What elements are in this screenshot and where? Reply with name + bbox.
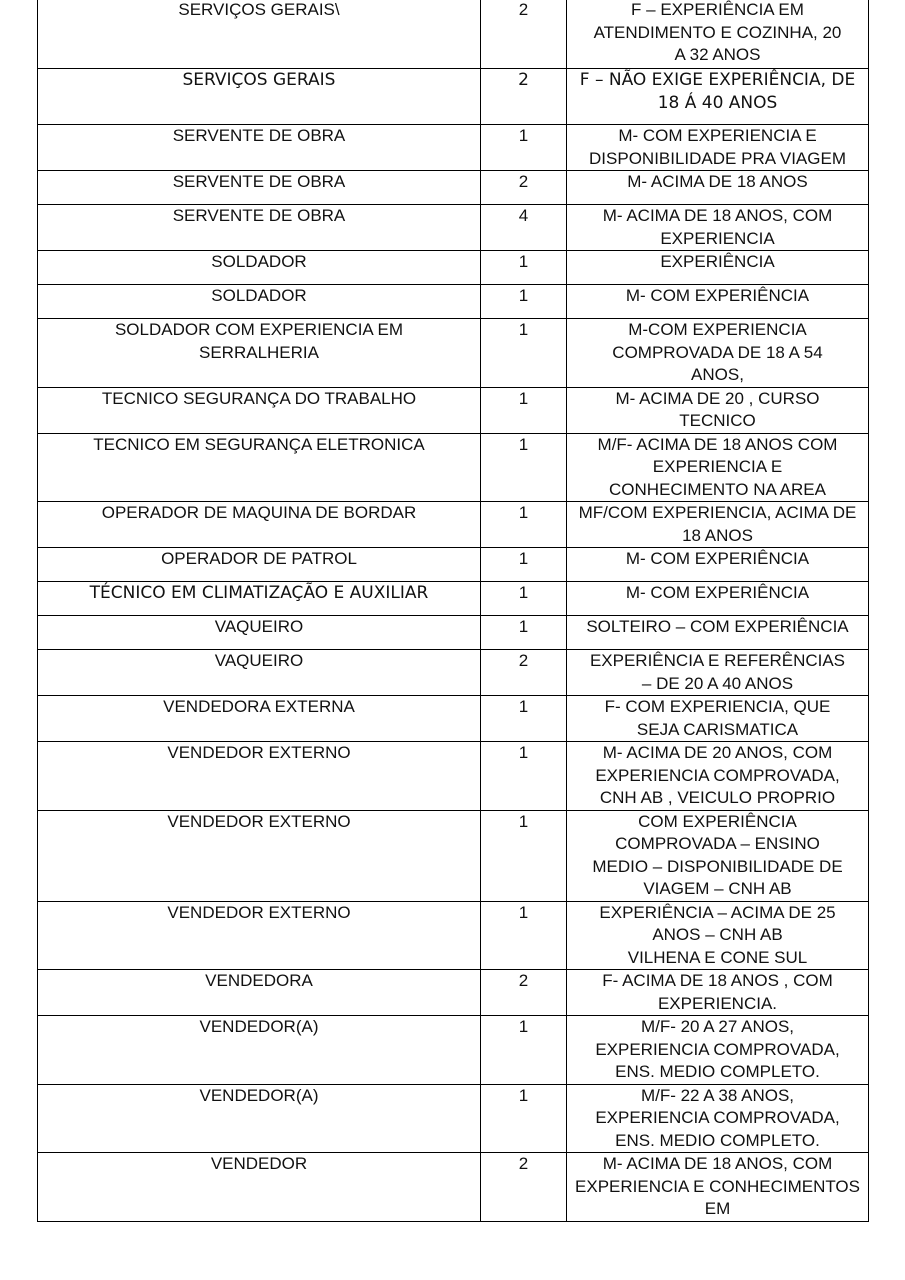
job-requirements: M- COM EXPERIÊNCIA <box>567 582 869 616</box>
table-row <box>38 319 869 388</box>
job-requirements: M- COM EXPERIENCIA E DISPONIBILIDADE PRA VIAGEM <box>567 125 869 171</box>
job-requirements: EXPERIÊNCIA <box>567 251 869 285</box>
job-title: VENDEDOR EXTERNO <box>38 810 481 901</box>
job-quantity: 2 <box>481 69 567 125</box>
job-quantity: 1 <box>481 433 567 502</box>
job-quantity: 1 <box>481 319 567 388</box>
job-quantity: 2 <box>481 650 567 696</box>
table-row <box>38 285 869 319</box>
job-requirements: M- COM EXPERIÊNCIA <box>567 548 869 582</box>
table-row <box>38 0 869 69</box>
job-quantity: 1 <box>481 251 567 285</box>
job-title: VENDEDORA EXTERNA <box>38 696 481 742</box>
job-quantity: 1 <box>481 548 567 582</box>
table-row <box>38 650 869 696</box>
job-requirements: M- ACIMA DE 18 ANOS, COM EXPERIENCIA E CONHECIMENTOS EM <box>567 1153 869 1222</box>
table-row <box>38 970 869 1016</box>
job-quantity: 1 <box>481 285 567 319</box>
job-title: VENDEDOR EXTERNO <box>38 901 481 970</box>
job-title: SERVENTE DE OBRA <box>38 171 481 205</box>
table-row <box>38 810 869 901</box>
job-requirements: M/F- ACIMA DE 18 ANOS COM EXPERIENCIA E CONHECIMENTO NA AREA <box>567 433 869 502</box>
job-title: SERVENTE DE OBRA <box>38 205 481 251</box>
job-title: TECNICO SEGURANÇA DO TRABALHO <box>38 387 481 433</box>
job-title: SOLDADOR <box>38 285 481 319</box>
job-title: VENDEDOR <box>38 1153 481 1222</box>
job-requirements: M-COM EXPERIENCIA COMPROVADA DE 18 A 54 ANOS, <box>567 319 869 388</box>
job-quantity: 1 <box>481 502 567 548</box>
job-table <box>37 0 869 1222</box>
job-quantity: 1 <box>481 387 567 433</box>
job-title: OPERADOR DE PATROL <box>38 548 481 582</box>
table-row <box>38 1016 869 1085</box>
job-requirements: F – NÃO EXIGE EXPERIÊNCIA, DE 18 Á 40 ANOS <box>567 69 869 125</box>
job-title: SOLDADOR COM EXPERIENCIA EM SERRALHERIA <box>38 319 481 388</box>
table-row <box>38 205 869 251</box>
job-quantity: 1 <box>481 125 567 171</box>
job-quantity: 1 <box>481 616 567 650</box>
job-quantity: 4 <box>481 205 567 251</box>
job-requirements: M- ACIMA DE 20 ANOS, COM EXPERIENCIA COMPROVADA, CNH AB , VEICULO PROPRIO <box>567 742 869 811</box>
job-requirements: F – EXPERIÊNCIA EM ATENDIMENTO E COZINHA, 20 A 32 ANOS <box>567 0 869 69</box>
table-row <box>38 1084 869 1153</box>
job-title: VENDEDOR EXTERNO <box>38 742 481 811</box>
job-requirements: F- COM EXPERIENCIA, QUE SEJA CARISMATICA <box>567 696 869 742</box>
table-row <box>38 433 869 502</box>
table-row <box>38 69 869 125</box>
job-title: VAQUEIRO <box>38 650 481 696</box>
table-row <box>38 616 869 650</box>
job-quantity: 2 <box>481 970 567 1016</box>
job-title: VAQUEIRO <box>38 616 481 650</box>
job-title: OPERADOR DE MAQUINA DE BORDAR <box>38 502 481 548</box>
job-quantity: 1 <box>481 1016 567 1085</box>
job-requirements: M- COM EXPERIÊNCIA <box>567 285 869 319</box>
job-title: SERVENTE DE OBRA <box>38 125 481 171</box>
job-quantity: 2 <box>481 171 567 205</box>
job-title: TECNICO EM SEGURANÇA ELETRONICA <box>38 433 481 502</box>
job-requirements: COM EXPERIÊNCIA COMPROVADA – ENSINO MEDIO – DISPONIBILIDADE DE VIAGEM – CNH AB <box>567 810 869 901</box>
job-requirements: M/F- 20 A 27 ANOS, EXPERIENCIA COMPROVADA, ENS. MEDIO COMPLETO. <box>567 1016 869 1085</box>
table-row <box>38 387 869 433</box>
table-row <box>38 548 869 582</box>
table-row <box>38 901 869 970</box>
job-quantity: 2 <box>481 0 567 69</box>
job-title: SERVIÇOS GERAIS <box>38 69 481 125</box>
job-quantity: 1 <box>481 742 567 811</box>
job-title: VENDEDOR(A) <box>38 1084 481 1153</box>
job-quantity: 1 <box>481 582 567 616</box>
table-row <box>38 1153 869 1222</box>
job-quantity: 1 <box>481 1084 567 1153</box>
job-requirements: F- ACIMA DE 18 ANOS , COM EXPERIENCIA. <box>567 970 869 1016</box>
job-requirements: SOLTEIRO – COM EXPERIÊNCIA <box>567 616 869 650</box>
job-quantity: 1 <box>481 810 567 901</box>
job-requirements: M- ACIMA DE 18 ANOS, COM EXPERIENCIA <box>567 205 869 251</box>
table-row <box>38 742 869 811</box>
job-requirements: M- ACIMA DE 20 , CURSO TECNICO <box>567 387 869 433</box>
job-quantity: 1 <box>481 696 567 742</box>
job-quantity: 2 <box>481 1153 567 1222</box>
job-requirements: EXPERIÊNCIA E REFERÊNCIAS – DE 20 A 40 ANOS <box>567 650 869 696</box>
job-requirements: EXPERIÊNCIA – ACIMA DE 25 ANOS – CNH AB VILHENA E CONE SUL <box>567 901 869 970</box>
job-requirements: M/F- 22 A 38 ANOS, EXPERIENCIA COMPROVADA, ENS. MEDIO COMPLETO. <box>567 1084 869 1153</box>
table-row <box>38 696 869 742</box>
table-row <box>38 125 869 171</box>
job-title: TÉCNICO EM CLIMATIZAÇÃO E AUXILIAR <box>38 582 481 616</box>
job-requirements: MF/COM EXPERIENCIA, ACIMA DE 18 ANOS <box>567 502 869 548</box>
job-title: SOLDADOR <box>38 251 481 285</box>
table-row <box>38 251 869 285</box>
job-requirements: M- ACIMA DE 18 ANOS <box>567 171 869 205</box>
job-quantity: 1 <box>481 901 567 970</box>
table-row <box>38 502 869 548</box>
job-title: VENDEDORA <box>38 970 481 1016</box>
table-row <box>38 171 869 205</box>
table-row <box>38 582 869 616</box>
job-title: VENDEDOR(A) <box>38 1016 481 1085</box>
job-title: SERVIÇOS GERAIS\ <box>38 0 481 69</box>
